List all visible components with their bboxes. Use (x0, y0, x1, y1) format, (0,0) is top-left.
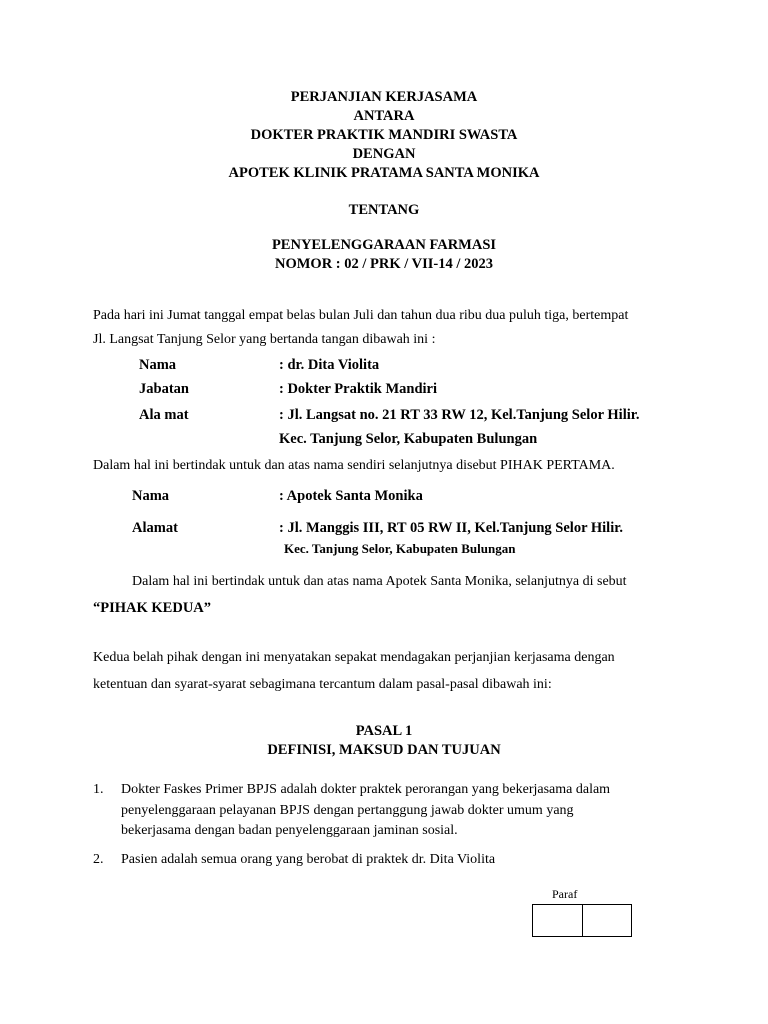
list-item (93, 780, 693, 842)
agreement-line-2: ketentuan dan syarat-syarat sebagimana tercantum dalam pasal-pasal dibawah ini: (93, 677, 552, 692)
list-text (121, 850, 681, 871)
title-line: ANTARA (353, 108, 415, 124)
pasal-1-heading (0, 722, 768, 760)
party1-statement: Dalam hal ini bertindak untuk dan atas nama sendiri selanjutnya disebut PIHAK PERTAMA. (93, 458, 615, 473)
title-line: APOTEK KLINIK PRATAMA SANTA MONIKA (228, 165, 540, 181)
tentang-heading (0, 201, 768, 220)
title-line: DOKTER PRAKTIK MANDIRI SWASTA (250, 127, 518, 143)
agreement-line-1: Kedua belah pihak dengan ini menyatakan sepakat mendagakan perjanjian kerjasama dengan (93, 650, 615, 665)
subject-heading (0, 236, 768, 274)
title-line: DENGAN (352, 146, 416, 162)
paraf-box (532, 904, 632, 937)
field-label: Jabatan (139, 381, 189, 397)
pasal-subtitle: DEFINISI, MAKSUD DAN TUJUAN (267, 742, 501, 758)
field-value: : Apotek Santa Monika (279, 488, 423, 504)
title-line: PERJANJIAN KERJASAMA (290, 89, 478, 105)
field-value: : Dokter Praktik Mandiri (279, 381, 438, 397)
field-label: Ala mat (139, 407, 189, 423)
tentang-text: TENTANG (348, 202, 420, 218)
paraf-cell-first-party (533, 905, 583, 936)
document-number: NOMOR : 02 / PRK / VII-14 / 2023 (274, 256, 494, 272)
list-number: 1. (93, 782, 104, 797)
party2-designation: “PIHAK KEDUA” (93, 600, 212, 616)
list-line: Dokter Faskes Primer BPJS adalah dokter praktek perorangan yang bekerjasama dalam (121, 782, 611, 797)
subject-text: PENYELENGGARAAN FARMASI (271, 237, 497, 253)
list-line: bekerjasama dengan badan penyelenggaraan jaminan sosial. (121, 823, 458, 838)
pasal-title: PASAL 1 (355, 723, 413, 739)
field-value: : Jl. Langsat no. 21 RT 33 RW 12, Kel.Tanjung Selor Hilir. (279, 407, 640, 423)
field-label: Alamat (132, 520, 178, 536)
field-value: Kec. Tanjung Selor, Kabupaten Bulungan (279, 431, 538, 447)
field-label: Nama (139, 357, 177, 373)
intro-line-1: Pada hari ini Jumat tanggal empat belas bulan Juli dan tahun dua ribu dua puluh tiga, bertempat (93, 308, 629, 323)
field-label: Nama (132, 488, 170, 504)
field-value: : Jl. Manggis III, RT 05 RW II, Kel.Tanjung Selor Hilir. (279, 520, 623, 536)
paraf-label: Paraf (552, 887, 578, 901)
list-line: penyelenggaraan pelayanan BPJS dengan pertanggung jawab dokter umum yang (121, 802, 574, 818)
intro-line-2: Jl. Langsat Tanjung Selor yang bertanda tangan dibawah ini : (93, 332, 436, 347)
field-value: Kec. Tanjung Selor, Kabupaten Bulungan (284, 541, 516, 556)
list-line: Pasien adalah semua orang yang berobat di praktek dr. Dita Violita (121, 852, 496, 867)
list-number: 2. (93, 852, 104, 867)
field-value: : dr. Dita Violita (279, 357, 380, 373)
party2-statement: Dalam hal ini bertindak untuk dan atas nama Apotek Santa Monika, selanjutnya di sebut (132, 574, 627, 589)
paraf-cell-second-party (583, 905, 633, 936)
list-item (93, 850, 693, 872)
document-title (0, 88, 768, 183)
list-text (121, 780, 681, 842)
